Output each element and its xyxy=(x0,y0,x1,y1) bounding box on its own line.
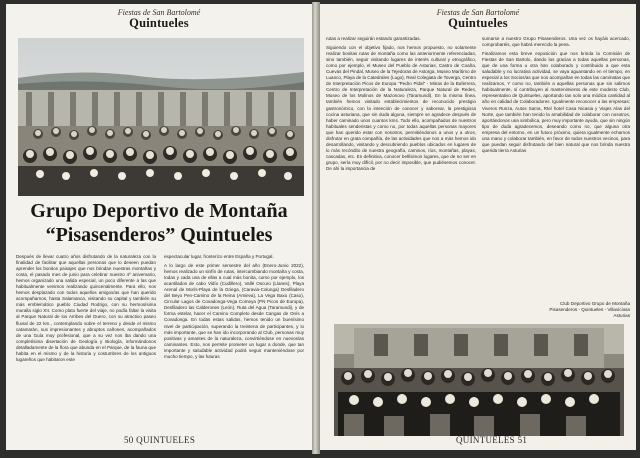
group-photo-dam xyxy=(18,38,304,196)
article-title-line1: Grupo Deportivo de Montaña xyxy=(30,200,288,222)
group-photo-dam-image xyxy=(18,38,304,196)
signature-line1: Club Deportivo Grupo de Montaña xyxy=(560,301,630,306)
paragraph: rutas a realizar seguirán estando garantizadas. xyxy=(326,36,421,41)
right-column-1 xyxy=(326,36,476,175)
group-photo-monastery-image xyxy=(334,324,624,436)
header-town: Quintueles xyxy=(129,16,189,30)
header-series-right: Fiestas de San Bartolomé xyxy=(436,8,520,17)
left-column-1 xyxy=(16,254,156,366)
signature-line2: Pisasenderos - Quintueles - Villaviciosa xyxy=(549,307,630,313)
header-series: Fiestas de San Bartolomé xyxy=(117,8,201,17)
left-column-2 xyxy=(164,254,304,363)
signature-line3: Asturias xyxy=(613,313,630,319)
right-column-2 xyxy=(482,36,630,157)
page-number: 51 xyxy=(517,435,528,445)
page-number: 50 xyxy=(124,435,134,445)
paragraph: espectacular lugar, fronterizo entre España y Portugal. xyxy=(164,254,274,259)
left-page xyxy=(6,4,312,450)
footer-left xyxy=(124,435,195,445)
right-page xyxy=(320,4,636,450)
group-photo-monastery xyxy=(334,324,624,436)
footer-word: QUINTUELES xyxy=(136,435,196,445)
header-town-right: Quintueles xyxy=(448,16,508,30)
gutter xyxy=(312,2,320,454)
paragraph: sumarse a nuestro Grupo Pisasenderos. Una vez os hayáis acercado, comprobaréis, que habrá merecido la pena. xyxy=(482,36,630,48)
footer-right xyxy=(456,435,527,445)
paragraph: Finalizamos esta breve exposición que nos brinda la Comisión de Fiestas de San Bartolo, dando las gracias a todas aquellas personas, que de una forma u otra han colaborado y contribuido a que esta saludable y no lucrativa actividad, se vaya aguantando en el tiempo, en especial a los Socios/as que nos acompañan en todas las caminatas que realizamos, Y como no, también a aquellas personas que sin salirnos habitualmente, sí contribuyen al mantenimiento de este modesto Club, representativo de Quintueles, aportando tan solo una módica cantidad al año en calidad de Colaboradores. Igualmente reconocer a las empresas: Viveros Runza, Autos Sama, Rte/ hotel Casa Nicasia y Viajes Alas del Norte, que también han tenido la amabilidad de colaborar con nosotros, aportándonos una simbólica, pero muy importante ayuda, que sin ningún tipo de duda agradecemos, deseando como no, que alguna otra empresa del entorno, en un futuro próximo, quiera igualmente echarnos una mano y colaborar también, en favor de todos nuestros vecinos, para que puedan seguir disfrutando del bien natural que nos brinda nuestra querida tierra Asturias xyxy=(482,51,630,153)
article-title-line2: “Pisasenderos” Quintueles xyxy=(45,224,273,246)
paragraph: Siguiendo con el objetivo fijado, nos hemos propuesto, no solamente realizar bonitas rutas de montaña como las anteriormente referenciadas, sino también, seguir visitando lugares de interés cultural y etnográfico, como por ejemplo, el Museo del Pueblo de Asturias, Castro de Coaña, Cuevas del Pindal, Museo de la Tejedoras de Astorga, Museo Marítimo de Luanco, Playa de la Catedrales (Lugo), Real Colegiata de Toverga, Centro de Interpretación Picos de Europa “Pedro Pidal” - Minas de la Buferrera, Centro de Interpretación de la Naturaleza, Parque Natural de Redes, Museo de los Molinos de Mazonovo (Taramundi). En la misma línea, también hemos visitado establecimientos de reconocido prestigio gastronómico, con la intención de conocer y saborear, la prestigiosa cocina asturiana, que sin duda alguna, siempre se agradece después de haber caminado unos cuantos kms. Todo ello, acompañados de nuestros habituales senderistas y como no, por todas aquellas personas mayores que han querido estar con nosotros, permitiéndonos a unos y a otros, disfrutar en grata compañía, de las actividades que nos a más hemos ido desarrollando, visitando y descubriendo pueblos ubicados en lugares de lo más recóndito de nuestra geografía, caminos, ríos, montañas, playas, cascadas, etc. En definitiva, conocer bellísimos lugares, que de no ser en grupo, sería muy difícil, por no decir imposible, que pudiésemos conocer. De ahí la importancia de xyxy=(326,45,476,171)
footer-word: QUINTUELES xyxy=(456,435,515,445)
paragraph: A lo largo de este primer semestre del año (Enero-Junio 2022), hemos realizado un sinfín de rutas, intercambiando montaña y costa, todas y cada una de ellas a cual más bonita, como por ejemplo, los acantilados de cabo Vidío (Cudillero), Vallé Oscuro (Llanes), Playa Arenal de Morís-Playa de la Griega, (Caravia-Colunga) Desfiladero del Beyo Pen-Camino de la Reina (Amieva), La Vega Baxu (Caso), Circular Lagos de Covadonga-Vega Comeya (PN Picos de Europa), Desfiladero las Calderones (León), Ruta del Agua (Taramundi), y de forma estelar, hacer el Camino Completo desde Cangas de Onís a Covadonga. En todas estas salidas, hemos tenido un buenísimo nivel de participación, superando la treintena de participantes, y lo más importante, que se han ido incorporando al Club, personas muy positivas y amantes de la naturaleza, convirtiéndose en nuevos/as caminantes. Esto, nos permite prometer un lugar a donde, que tan importante y saludable actividad podrá seguir manteniéndose por mucho tiempo, y las futuras xyxy=(164,263,304,359)
signature xyxy=(490,301,630,320)
paragraph: Después de llevar cuatro años disfrutando de la naturaleza con la finalidad de facilitar que aquellas personas que lo deseen puedan aprender los bonitos paisajes que nos brindan nuestras montañas y costa, el pasado mes de junio para celebrar nuestro 4º aniversario, hemos organizado una salida especial, un poco diferente a las que habitualmente venimos realizando quincenalmente. Para ello, nos hemos desplazado con todos aquellos amigos/as que han querido acompañarnos, hasta Salamanca, visitando su capital y también su más emblemático pueblo Ciudad Rodrigo, con su hermosísima muralla siglo XII. Como plato fuerte del viaje, no podía faltar la visita al Parque Natural de los Arribes del Duero, con su atractivo paseo fluvial de 22 km., contemplando sobre el terreno y desde el mismo catamarán, sus impresionantes y abruptos cañones, acompañados de una Guía muy profesional, que a su vez nos iba dando una completísima disertación de Geología y Biología, informándonos detalladamente de la flora que abunda en el Parque, de la fauna que habita en el mismo y de la historia y costumbres de los antiguos lugareños que habitaron este xyxy=(16,254,156,362)
